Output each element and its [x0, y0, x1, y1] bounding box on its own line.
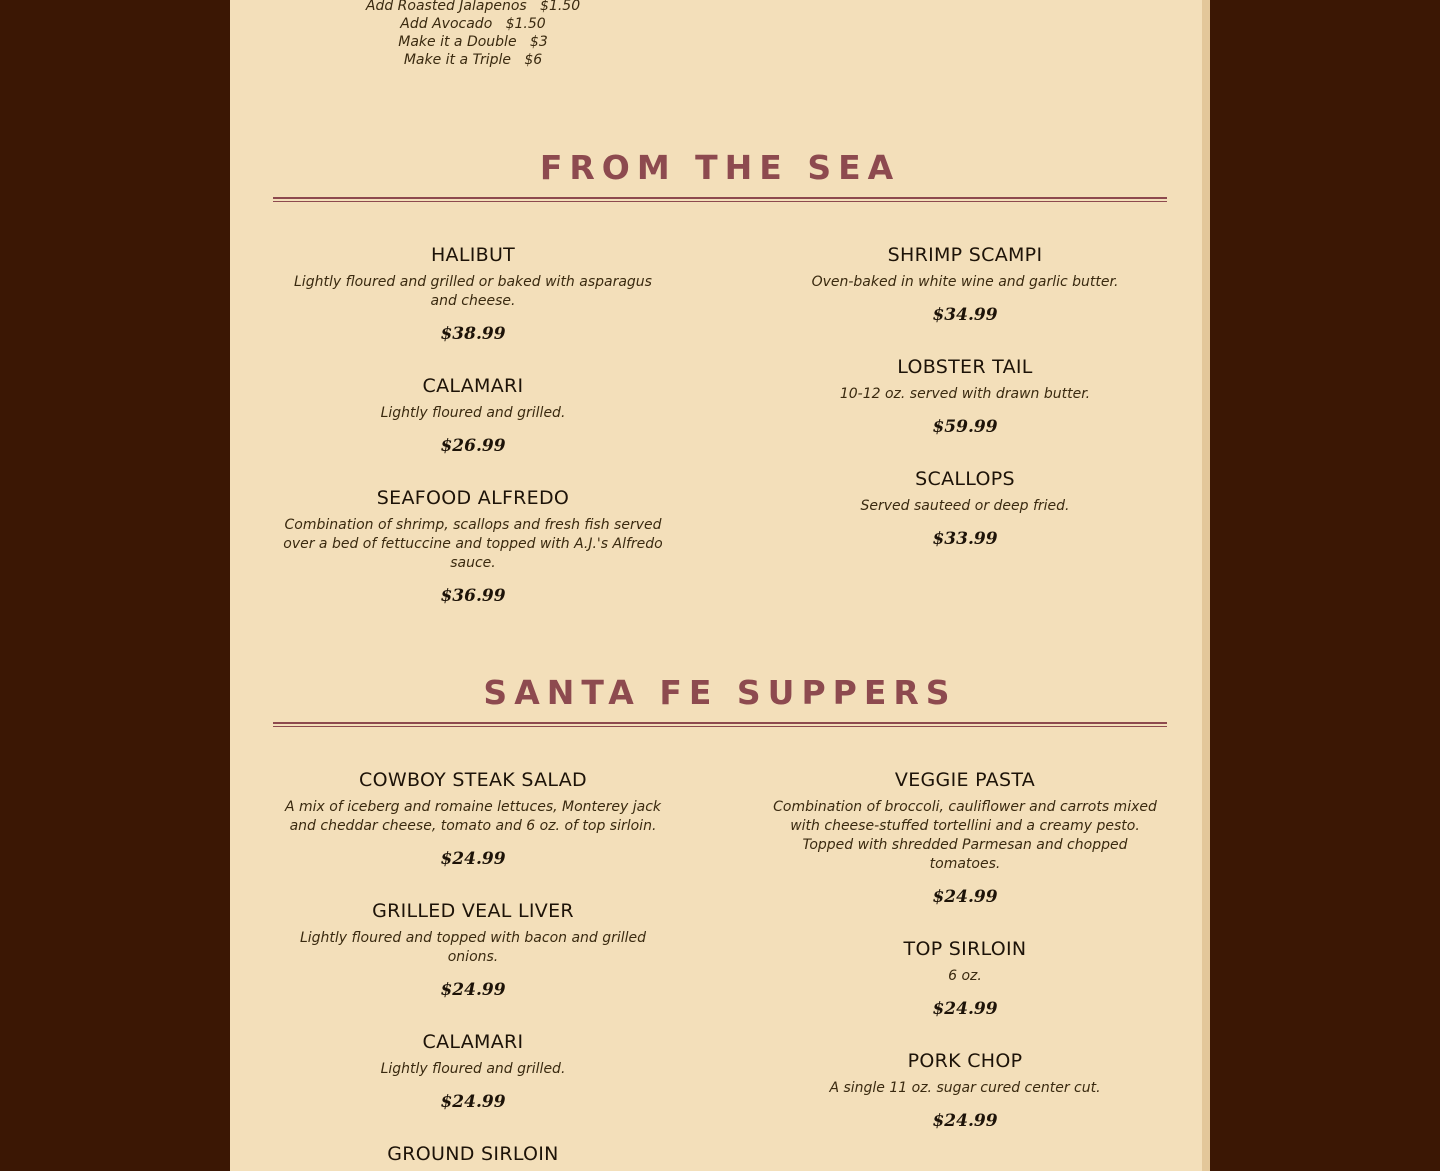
menu-item-description: Lightly floured and grilled or baked with asparagus and cheese. [294, 274, 652, 309]
menu-item-name: VEGGIE PASTA [894, 769, 1036, 791]
add-ons-list [273, 0, 673, 69]
menu-item [273, 486, 673, 607]
menu-item-price: $24.99 [440, 980, 506, 1000]
menu-item-price: $36.99 [440, 586, 506, 606]
menu-item-price: $24.99 [932, 999, 998, 1019]
menu-item-description: Lightly floured and topped with bacon and grilled onions. [299, 930, 647, 965]
menu-item-name: SHRIMP SCAMPI [887, 244, 1043, 266]
menu-item-description: Served sauteed or deep fried. [860, 498, 1070, 514]
menu-item-name: SEAFOOD ALFREDO [376, 487, 570, 509]
menu-item-name: LOBSTER TAIL [897, 356, 1033, 378]
menu-item-price: $59.99 [932, 417, 998, 437]
menu-item-price: $34.99 [932, 305, 998, 325]
menu-item-name: TOP SIRLOIN [903, 938, 1027, 960]
add-on-item: Make it a Triple $6 [403, 52, 543, 68]
menu-item [765, 937, 1165, 1020]
menu-item-price: $33.99 [932, 529, 998, 549]
add-on-item: Make it a Double $3 [398, 34, 548, 50]
menu-item [765, 355, 1165, 438]
menu-item-name: COWBOY STEAK SALAD [359, 769, 587, 791]
menu-item-name: PORK CHOP [907, 1050, 1023, 1072]
menu-item-name: CALAMARI [422, 375, 524, 397]
add-on-item: Add Avocado $1.50 [400, 16, 546, 32]
menu-item [765, 1049, 1165, 1132]
add-on-item: Add Roasted Jalapenos $1.50 [365, 0, 581, 14]
menu-item-price: $24.99 [440, 849, 506, 869]
menu-item-description: Combination of shrimp, scallops and fresh fish served over a bed of fettuccine and topped with A.J.'s Alfredo sauce. [283, 517, 663, 571]
menu-item [273, 374, 673, 457]
menu-item-description: Lightly floured and grilled. [380, 405, 566, 421]
menu-item-description: Oven-baked in white wine and garlic butter. [811, 274, 1119, 290]
menu-item-name: HALIBUT [430, 244, 516, 266]
section-title-santa-fe-suppers: SANTA FE SUPPERS [483, 673, 957, 712]
menu-item-name: CALAMARI [422, 1031, 524, 1053]
menu-item-description: 10-12 oz. served with drawn butter. [839, 386, 1091, 402]
menu-item [273, 243, 673, 345]
menu-column-right [765, 768, 1165, 1132]
menu-item [273, 768, 673, 870]
section-title-from-the-sea: FROM THE SEA [539, 148, 901, 187]
menu-column-right [765, 243, 1165, 550]
menu-item [765, 768, 1165, 908]
menu-item-price: $24.99 [440, 1092, 506, 1112]
page-edge [1202, 0, 1210, 1171]
menu-item-name: GRILLED VEAL LIVER [372, 900, 574, 922]
menu-item [765, 243, 1165, 326]
menu-item [273, 1030, 673, 1113]
menu-item-price: $26.99 [440, 436, 506, 456]
menu-item-description: A single 11 oz. sugar cured center cut. [829, 1080, 1101, 1096]
menu-item [765, 467, 1165, 550]
menu-item [273, 1142, 673, 1166]
menu-item-description: 6 oz. [948, 968, 982, 984]
menu-item-price: $38.99 [440, 324, 506, 344]
menu-column-left [273, 243, 673, 607]
menu-item-description: Lightly floured and grilled. [380, 1061, 566, 1077]
menu-item-name: SCALLOPS [915, 468, 1015, 490]
menu-item-name: GROUND SIRLOIN [387, 1143, 559, 1165]
menu-item-description: Combination of broccoli, cauliflower and carrots mixed with cheese-stuffed tortellini and a creamy pesto. Topped with shredded Parmesan and chopped tomatoes. [773, 799, 1157, 872]
menu-item-price: $24.99 [932, 1111, 998, 1131]
section-divider [273, 197, 1167, 202]
menu-item-price: $24.99 [932, 887, 998, 907]
section-divider [273, 722, 1167, 727]
menu-column-left [273, 768, 673, 1166]
menu-item [273, 899, 673, 1001]
menu-item-description: A mix of iceberg and romaine lettuces, Monterey jack and cheddar cheese, tomato and 6 oz. of top sirloin. [284, 799, 662, 834]
